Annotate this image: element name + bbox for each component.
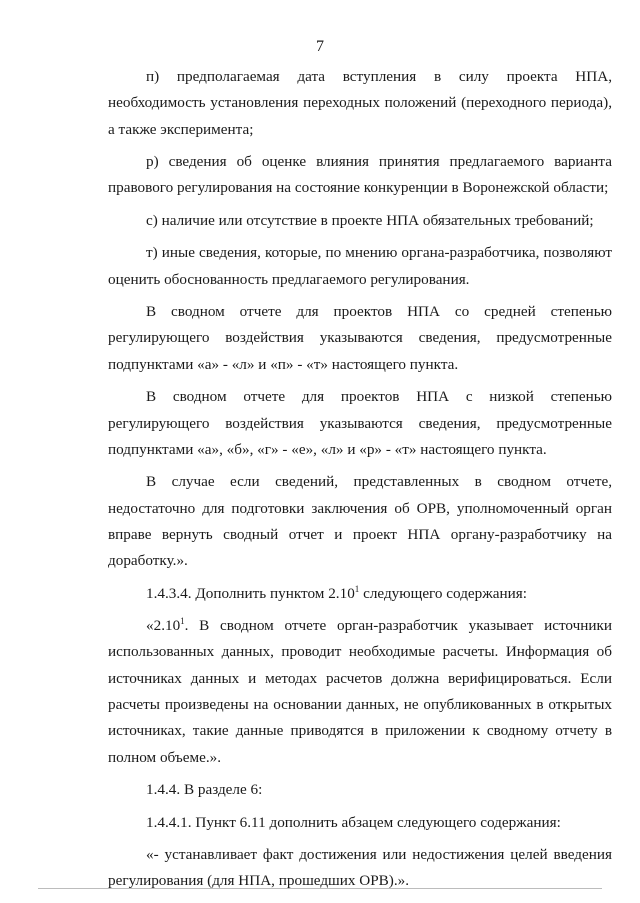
paragraph: «- устанавливает факт достижения или недостижения целей введения регулирования (для НПА, прошедших ОРВ).». (108, 846, 612, 890)
paragraph: 1.4.4. В разделе 6: (146, 781, 263, 799)
superscript: 1 (354, 583, 360, 594)
paragraph: 1.4.4.1. Пункт 6.11 дополнить абзацем следующего содержания: (146, 813, 561, 831)
paragraph: В сводном отчете для проектов НПА со средней степенью регулирующего воздействия указываются сведения, предусмотренные подпунктами «а» - «л» и «п» - «т» настоящего пункта. (108, 303, 612, 373)
paragraph: с) наличие или отсутствие в проекте НПА обязательных требований; (146, 211, 594, 229)
paragraph: В сводном отчете для проектов НПА с низкой степенью регулирующего воздействия указываются сведения, предусмотренные подпунктами «а», «б», «г» - «е», «л» и «р» - «т» настоящего пункта. (108, 388, 612, 458)
paragraph: «2.10$^1$. В сводном отчете орган-разработчик указывает источники использованных данных, проводит необходимые расчеты. Информация об источниках данных и методах расчетов должна верифицироваться. Если расчеты произведены на основании данных, не опубликованных в открытых источниках, такие данные приводятся в приложении к сводному отчету в полном объеме.». (108, 616, 612, 766)
paragraph: 1.4.3.4. Дополнить пунктом 2.10$^1$ следующего содержания: (146, 583, 527, 602)
paragraph: п) предполагаемая дата вступления в силу проекта НПА, необходимость установления переходных положений (переходного периода), а также эксперимента; (108, 68, 612, 138)
paragraph: т) иные сведения, которые, по мнению органа-разработчика, позволяют оценить обоснованность предлагаемого регулирования. (108, 244, 612, 288)
paragraph: В случае если сведений, представленных в сводном отчете, недостаточно для подготовки заключения об ОРВ, уполномоченный орган вправе вернуть сводный отчет и проект НПА органу-разработчику на доработку.». (108, 473, 612, 570)
document-body (108, 64, 612, 901)
bottom-rule (38, 888, 602, 889)
superscript: 1 (180, 616, 185, 627)
paragraph: р) сведения об оценке влияния принятия предлагаемого варианта правового регулирования на состояние конкуренции в Воронежской области; (108, 153, 612, 197)
page-number: 7 (316, 38, 324, 55)
